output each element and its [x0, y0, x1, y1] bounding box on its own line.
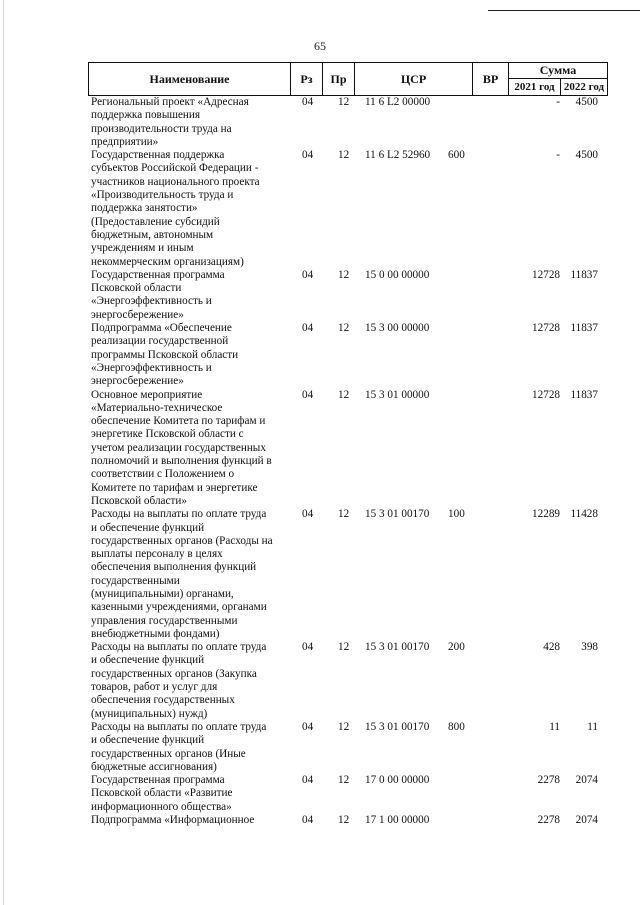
header-year-2021: 2021 год	[509, 79, 561, 95]
row-sum-2022: 2074	[575, 814, 598, 827]
row-csr: 15 3 01 00170	[365, 641, 430, 654]
row-pr: 12	[338, 268, 350, 281]
header-name: Наименование	[89, 63, 291, 95]
row-sum-2022: 11837	[570, 322, 598, 335]
table-row	[88, 508, 608, 641]
row-rz: 04	[302, 96, 314, 108]
table-row	[88, 814, 608, 827]
row-pr: 12	[338, 322, 350, 335]
row-pr: 12	[338, 720, 350, 733]
row-sum-2022: 11837	[570, 388, 598, 401]
row-rz: 04	[302, 720, 314, 733]
row-name: Государственная программа Псковской области «Развитие информационного общества»	[91, 774, 233, 813]
row-name: Государственная поддержка субъектов Российской Федерации - участников национального проекта «Производительность труда и поддержка занятости» (Предоставление субсидий бюджетным, автономным учреждениям и иным некоммерческим организациям)	[91, 149, 260, 268]
header-year-2022: 2022 год	[563, 81, 605, 93]
row-sum-2021: 12728	[532, 322, 560, 335]
row-sum-2022: 11428	[570, 508, 598, 521]
row-sum-2022: 2074	[575, 774, 598, 787]
row-sum-2021: 12289	[532, 508, 560, 521]
row-name: Региональный проект «Адресная поддержка повышения производительности труда на предприятии»	[91, 96, 249, 148]
row-csr: 17 0 00 00000	[365, 774, 430, 787]
row-sum-2022: 4500	[575, 96, 598, 108]
table-row	[88, 149, 608, 269]
row-csr: 11 6 L2 52960	[365, 149, 431, 162]
page-number: 65	[314, 39, 326, 53]
row-rz: 04	[302, 268, 314, 281]
row-name: Расходы на выплаты по оплате труда и обеспечение функций государственных органов (Иные бюджетные ассигнования)	[91, 720, 267, 773]
row-rz: 04	[302, 149, 314, 162]
row-name: Расходы на выплаты по оплате труда и обеспечение функций государственных органов (Расходы на выплаты персоналу в целях обеспечения выполнения функций государственными (муниципальными) органами, казенными учреждениями, органами управления государственными внебюджетными фондами)	[91, 508, 273, 640]
row-sum-2022: 398	[581, 641, 598, 654]
row-rz: 04	[302, 641, 314, 654]
row-pr: 12	[338, 508, 350, 521]
row-vr: 600	[448, 149, 465, 162]
row-pr: 12	[338, 149, 350, 162]
row-sum-2021: 12728	[532, 268, 560, 281]
row-sum-2022: 11	[587, 720, 598, 733]
row-vr: 100	[448, 508, 465, 521]
header-pr: Пр	[323, 63, 355, 95]
top-rule	[488, 10, 640, 11]
row-pr: 12	[338, 388, 350, 401]
row-pr: 12	[338, 641, 350, 654]
table-row	[88, 721, 608, 774]
row-rz: 04	[302, 388, 314, 401]
table-row	[88, 389, 608, 509]
row-sum-2021: -	[556, 149, 560, 162]
row-sum-2021: 428	[543, 641, 560, 654]
row-sum-2021: 2278	[537, 774, 560, 787]
header-rz: Рз	[291, 63, 323, 95]
row-sum-2022: 11837	[570, 268, 598, 281]
row-vr: 800	[448, 720, 465, 733]
table-row	[88, 322, 608, 388]
row-name: Расходы на выплаты по оплате труда и обеспечение функций государственных органов (Закупка товаров, работ и услуг для обеспечения государственных (муниципальных) нужд)	[91, 641, 267, 720]
header-vr: ВР	[473, 63, 509, 95]
row-name: Подпрограмма «Информационное	[91, 814, 255, 827]
row-sum-2021: 12728	[532, 388, 560, 401]
row-rz: 04	[302, 814, 314, 827]
table-header	[88, 62, 608, 96]
row-sum-2021: 11	[549, 720, 560, 733]
table-row	[88, 774, 608, 814]
row-csr: 15 3 01 00170	[365, 720, 430, 733]
row-csr: 17 1 00 00000	[365, 814, 430, 827]
row-sum-2021: 2278	[537, 814, 560, 827]
row-name: Основное мероприятие «Материально-техническое обеспечение Комитета по тарифам и энергетике Псковской области с учетом реализации государственных полномочий и выполнения функций в соответствии с Положением о Комитете по тарифам и энергетике Псковской области»	[91, 388, 272, 507]
table-row	[88, 269, 608, 322]
header-csr: ЦСР	[355, 63, 473, 95]
scan-edge	[3, 0, 4, 905]
table-body	[88, 96, 608, 827]
row-name: Государственная программа Псковской области «Энергоэффективность и энергосбережение»	[91, 268, 225, 321]
row-pr: 12	[338, 96, 350, 108]
row-csr: 15 3 01 00000	[365, 388, 430, 401]
row-sum-2022: 4500	[575, 149, 598, 162]
row-csr: 11 6 L2 00000	[365, 96, 431, 108]
table-row	[88, 96, 608, 149]
row-pr: 12	[338, 814, 350, 827]
row-csr: 15 0 00 00000	[365, 268, 430, 281]
table-row	[88, 641, 608, 721]
header-sum: Сумма	[509, 63, 607, 79]
row-pr: 12	[338, 774, 350, 787]
row-csr: 15 3 01 00170	[365, 508, 430, 521]
row-sum-2021: -	[556, 96, 560, 108]
row-name: Подпрограмма «Обеспечение реализации государственной программы Псковской области «Энергоэффективность и энергосбережение»	[91, 322, 239, 388]
row-rz: 04	[302, 322, 314, 335]
row-vr: 200	[448, 641, 465, 654]
row-csr: 15 3 00 00000	[365, 322, 430, 335]
row-rz: 04	[302, 508, 314, 521]
row-rz: 04	[302, 774, 314, 787]
